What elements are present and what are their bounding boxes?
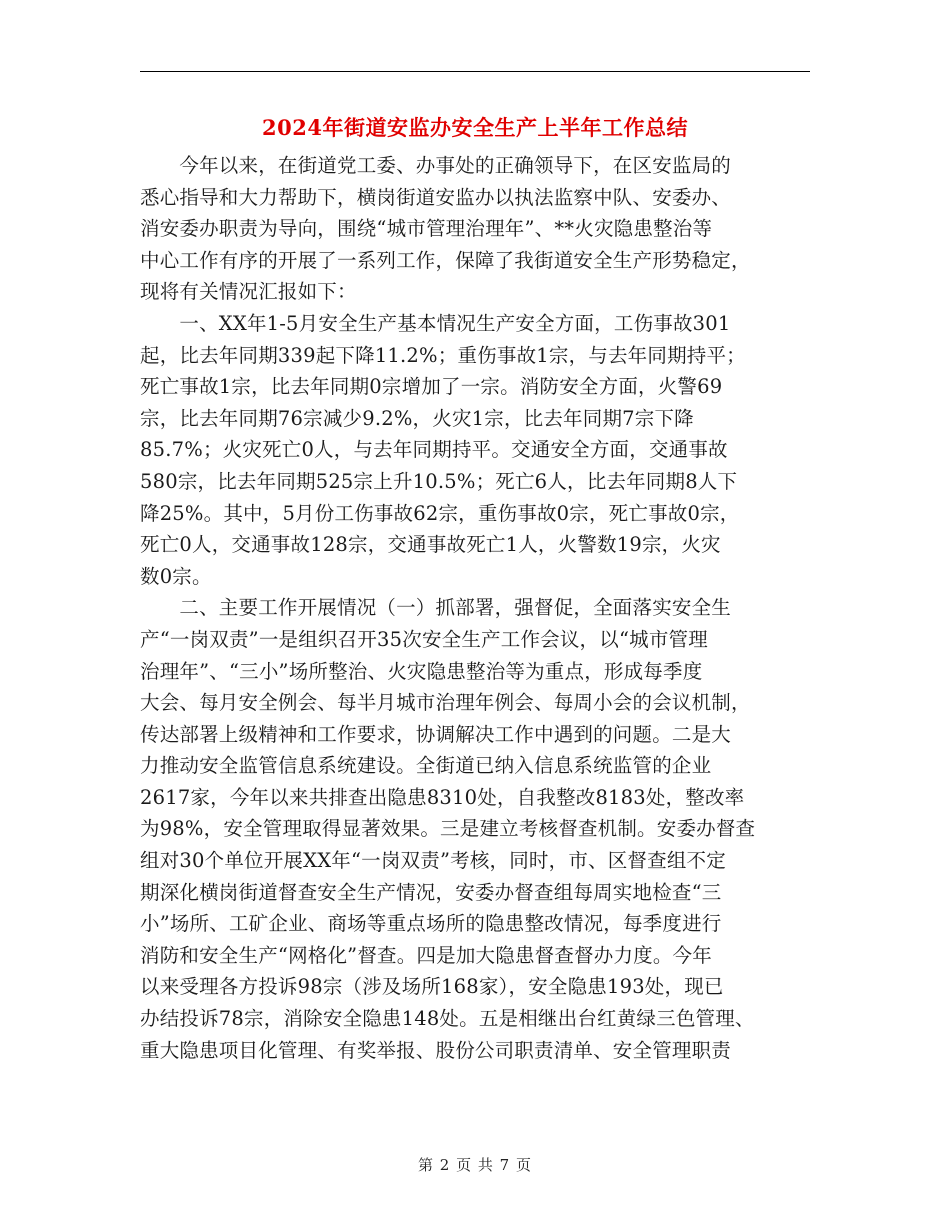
text-line: 降25%。其中，5月份工伤事故62宗，重伤事故0宗，死亡事故0宗， bbox=[140, 501, 740, 525]
text-line: 悉心指导和大力帮助下，横岗街道安监办以执法监察中队、安委办、 bbox=[140, 185, 732, 209]
text-line: 传达部署上级精神和工作要求，协调解决工作中遇到的问题。二是大 bbox=[140, 722, 732, 746]
text-line: 580宗，比去年同期525宗上升10.5%；死亡6人，比去年同期8人下 bbox=[140, 469, 738, 493]
text-line: 85.7%；火灾死亡0人，与去年同期持平。交通安全方面，交通事故 bbox=[140, 438, 728, 462]
text-line: 2617家，今年以来共排查出隐患8310处，自我整改8183处，整改率 bbox=[140, 785, 745, 809]
text-line: 为98%，安全管理取得显著效果。三是建立考核督查机制。安委办督查 bbox=[140, 817, 756, 841]
text-line: 宗，比去年同期76宗减少9.2%，火灾1宗，比去年同期7宗下降 bbox=[140, 406, 694, 430]
text-line: 消安委办职责为导向，围绕“城市管理治理年”、**火灾隐患整治等 bbox=[140, 217, 713, 241]
text-line: 起，比去年同期339起下降11.2%；重伤事故1宗，与去年同期持平； bbox=[140, 343, 746, 367]
paragraph-intro bbox=[140, 150, 810, 308]
text-line: 二、主要工作开展情况（一）抓部署，强督促，全面落实安全生 bbox=[140, 596, 732, 620]
text-line: 治理年”、“三小”场所整治、火灾隐患整治等为重点，形成每季度 bbox=[140, 659, 703, 683]
text-line: 大会、每月安全例会、每半月城市治理年例会、每周小会的会议机制， bbox=[140, 691, 751, 715]
paragraph-section-one bbox=[140, 308, 810, 592]
text-line: 以来受理各方投诉98宗（涉及场所168家），安全隐患193处，现已 bbox=[140, 975, 724, 999]
text-line: 力推动安全监管信息系统建设。全街道已纳入信息系统监管的企业 bbox=[140, 754, 712, 778]
text-line: 消防和安全生产“网格化”督查。四是加大隐患督查督办力度。今年 bbox=[140, 943, 712, 967]
page-number-footer: 第 2 页 共 7 页 bbox=[418, 1156, 532, 1174]
header-rule bbox=[140, 71, 810, 72]
text-line: 死亡事故1宗，比去年同期0宗增加了一宗。消防安全方面，火警69 bbox=[140, 375, 723, 399]
text-line: 数0宗。 bbox=[140, 564, 212, 588]
text-line: 现将有关情况汇报如下： bbox=[140, 280, 357, 304]
text-line: 组对30个单位开展XX年“一岗双责”考核，同时，市、区督查组不定 bbox=[140, 849, 726, 873]
text-line: 产“一岗双责”一是组织召开35次安全生产工作会议，以“城市管理 bbox=[140, 627, 708, 651]
text-line: 期深化横岗街道督查安全生产情况，安委办督查组每周实地检查“三 bbox=[140, 880, 722, 904]
document-title: 2024年街道安监办安全生产上半年工作总结 bbox=[262, 115, 688, 140]
text-line: 死亡0人，交通事故128宗，交通事故死亡1人，火警数19宗，火灾 bbox=[140, 533, 721, 557]
text-line: 中心工作有序的开展了一系列工作，保障了我街道安全生产形势稳定， bbox=[140, 248, 751, 272]
paragraph-section-two bbox=[140, 592, 810, 1066]
text-line: 办结投诉78宗，消除安全隐患148处。五是相继出台红黄绿三色管理、 bbox=[140, 1007, 755, 1031]
text-line: 重大隐患项目化管理、有奖举报、股份公司职责清单、安全管理职责 bbox=[140, 1038, 732, 1062]
text-line: 一、XX年1-5月安全生产基本情况生产安全方面，工伤事故301 bbox=[140, 311, 731, 335]
text-line: 小”场所、工矿企业、商场等重点场所的隐患整改情况，每季度进行 bbox=[140, 912, 722, 936]
document-body bbox=[140, 150, 810, 1066]
text-line: 今年以来，在街道党工委、办事处的正确领导下，在区安监局的 bbox=[140, 154, 732, 177]
